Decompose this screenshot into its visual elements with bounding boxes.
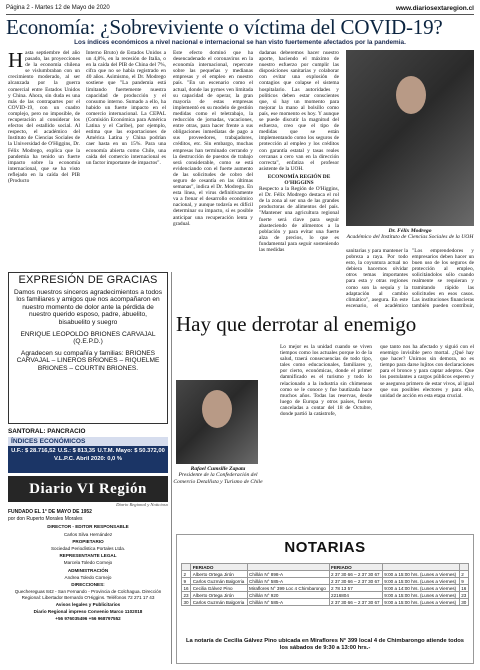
table-header [247, 564, 329, 571]
table-cell: Miraflores N° 399 Loc 4 Chimbarongo [247, 585, 329, 592]
face-shape [202, 390, 232, 428]
article-column-6 [412, 248, 474, 308]
rep-label: REPRESENTANTE LEGAL [59, 553, 117, 559]
table-row [182, 599, 469, 606]
article-column-1 [8, 50, 80, 268]
table-cell: Chillán N° 585-A [247, 599, 329, 606]
table-cell: 23 [182, 592, 191, 599]
address-label: DIRECCIONES: [71, 581, 105, 587]
caption-role: Presidente de la Confederación del Comercio Detallista y Turismo de Chile [173, 472, 263, 485]
table-cell: 2 [182, 571, 191, 578]
utm-value: U.T.M. Mayo: $ 50.372,00 [97, 448, 165, 454]
ads-label: Avisos legales y Publicitarios [55, 601, 121, 607]
table-cell: 30 [459, 599, 468, 606]
admin-name: Andrea Toledo Cornejo [64, 574, 112, 580]
table-cell: 9:00 a 14:00 hrs. (Lunes a Viernes) [382, 585, 459, 592]
page-header [6, 3, 474, 13]
logo-text: Diario VI Región [29, 480, 147, 497]
table-cell: 16 [459, 585, 468, 592]
photo-caption [346, 228, 474, 241]
notarias-box [176, 534, 474, 664]
deceased-name: ENRIQUE LEOPOLDO BRIONES CARVAJAL (Q.E.P.D.) [20, 330, 156, 346]
table-header [459, 564, 468, 571]
article-subhead: ECONOMÍA REGIÓN DE O'HIGGINS [267, 173, 331, 186]
table-cell: 30 [182, 599, 191, 606]
caption-role: Académico del Instituto de Ciencias Sociales de la UOH [346, 234, 474, 241]
owner-label: PROPIETARIO [72, 538, 104, 544]
table-cell: 16 [182, 585, 191, 592]
table-cell: 2 [459, 571, 468, 578]
condolence-families: Agradecen su compañía y familias: BRIONES CARVAJAL – LINEROS BRIONES – RIQUELME BRIONES – COURTIN BRIONES. [16, 349, 160, 372]
table-cell: Chillán N° 585-A [247, 578, 329, 585]
table-cell: 9 [182, 578, 191, 585]
author-photo [346, 50, 474, 226]
owner-name: Sociedad Periodística Portales Ltda. [50, 545, 126, 551]
indices-header: ÍNDICES ECONÓMICOS [8, 437, 168, 446]
article-text: dadanas deberemos hacer nuestro aporte, haciendo el máximo de nuestro esfuerzo por cumplir las disposiciones sanitarias y colaborar con evitar una explosión de contagios que colapse el sistema hospitalario. Las autoridades y políticos deben estar conscientes que, si hay un momento para mejorar la mano al bolsillo como país, ese momento es hoy. Y aunque se puede discutir la magnitud del esfuerzo, creo que el tipo de medidas que se están implementando como los seguros de protección al empleo y los créditos con garantía estatal y tasas reales cercanas a cero van en la dirección correcta", enfatiza el profesor asistente de la UOH. [259, 50, 339, 172]
table-cell: Alberto Ortega Jirón [191, 592, 247, 599]
article-title: Economía: ¿Sobreviviente o víctima del COVID-19? [6, 16, 443, 38]
table-cell: Carlos Guzmán Balgorria [191, 578, 247, 585]
article-text: Lo mejor es la unidad cuando se viven tiempos como los actuales porque lo de la salud, traerá consecuencias de todo tipo, tales como educacionales, familiares y, por cierto, económicas, donde el primer damnificado es el turismo y todo lo relacionado a la industria sin chimeneas como se le conoce y fue bautizada hace muchos años. Todas las reservas, desde luego de Europa y otros países, fueron canceladas a contar del 18 de Octubre, donde partió la catástrofe, [280, 344, 372, 418]
page-date: Página 2 - Martes 12 de Mayo de 2020 [6, 5, 110, 11]
article-text: que tanto nos ha afectado y siguió con el enemigo invisible pero mortal. ¿Qué hay que hacer? Unirnos sin demora, no es tiempo para darse lujitos con declaraciones para el bronce y para captar adeptos. Que los postulantes a cargos públicos esperen y se asegurea primero de estar vivos, al igual que sus posibles electores y para ello, unidad de acción en esta etapa crucial. [380, 344, 474, 399]
admin-label: ADMINISTRACIÓN [67, 567, 109, 573]
opinion-photo [176, 380, 258, 464]
notarias-title: NOTARIAS [284, 539, 366, 556]
table-cell: 2 37 30 66 – 2 37 30 67 [329, 599, 382, 606]
condolence-title: EXPRESIÓN DE GRACIAS [18, 274, 158, 286]
phone-numbers: +56 976035496 +56 968797552 [55, 616, 121, 622]
registration-line: Diario Regional impreso Convenio Marco 1102018 [33, 609, 143, 615]
director-label: DIRECTOR - EDITOR RESPONSABLE [47, 524, 129, 530]
opinion-column-1 [280, 344, 372, 502]
table-header: FERIADO [191, 564, 247, 571]
table-cell: 2216804 [329, 592, 382, 599]
article-text: "Los emprendedores y empresarios deben hacer un buen uso de los seguros de protección al empleo, solicitándolos sólo cuando realmente se requieran y tramitando rápido las solicitudes en esos casos. Las instituciones financieras también pueden contribuir, [412, 248, 474, 308]
article-column-5 [346, 248, 408, 308]
table-cell: Carlos Guzmán Balgorria [191, 599, 247, 606]
article-text: Respecto a la Región de O'Higgins, el Dr. Félix Modrego destaca el rol de la zona al ser una de las grandes productoras de alimentos del país. "Mantener una agricultura regional fuerte será clave para seguir abasteciendo de alimentos a la población y para evitar una fuerte alza de precios, lo que es fundamental para seguir sosteniendo las medidas [259, 186, 339, 253]
opinion-column-2 [380, 344, 474, 502]
opinion-title: Hay que derrotar al enemigo [176, 312, 417, 336]
santoral-label: SANTORAL: PANCRACIO [8, 428, 86, 435]
table-cell: Cecilia Gálvez Pino [191, 585, 247, 592]
logo-tagline: Diario Regional y Noticioso [116, 502, 168, 507]
table-cell: Chillán N° 898-A [247, 571, 329, 578]
caption-name: Dr. Félix Modrego [388, 228, 432, 234]
usd-value: U.S.: $ 813,35 [57, 448, 96, 454]
director-name: Carlos Silva Hernández [63, 531, 113, 537]
colophon [8, 510, 168, 623]
table-cell: 9 [459, 578, 468, 585]
table-cell: Chillán N° 920 [247, 592, 329, 599]
table-header: FERIADO [329, 564, 382, 571]
table-row [182, 592, 469, 599]
condolence-notice [8, 272, 168, 424]
article-column-4 [259, 50, 339, 306]
table-cell: 9:00 a 15:00 hrs. (Lunes a Viernes) [382, 578, 459, 585]
table-cell: 23 [459, 592, 468, 599]
drop-cap: H [8, 50, 24, 72]
table-row [182, 585, 469, 592]
notarias-footer: La notaría de Cecilia Gálvez Pino ubicada en Miraflores N° 399 local 4 de Chimbarongo atiende todos los sábados de 9:30 a 13:00 hrs.- [185, 638, 465, 651]
article-subtitle: Los índices económicos a nivel nacional e internacional se han visto fuertemente afectados por la pandemia. [74, 39, 406, 46]
opinion-photo-caption [170, 466, 266, 485]
article-column-3 [173, 50, 253, 306]
table-cell: 9:00 a 15:00 hrs. (Lunes a Viernes) [382, 599, 459, 606]
table-cell: 2 78 13 57 [329, 585, 382, 592]
founded-line: FUNDADO EL 1° DE MAYO DE 1952 [8, 509, 92, 515]
table-row [182, 578, 469, 585]
newspaper-logo [8, 476, 168, 502]
table-cell: 9:00 a 15:00 hrs. (Lunes a Viernes) [382, 571, 459, 578]
header-rule [6, 14, 474, 15]
site-url[interactable]: www.diariosextaregion.cl [395, 4, 474, 12]
table-cell: 2 37 30 66 – 2 37 30 67 [329, 571, 382, 578]
article-text: Interno Bruto) de Estados Unidos a un 4,8%, en la recesión de Italia, o en la caída del PIB de China del 7%, cifra que no se había registrado en 40 años. Asimismo, el Dr. Modrego sostiene que "La pandemia está limitando fuertemente nuestra capacidad de producción y el consumo interno. Sumado a ello, ha habido un fuerte impacto en el comercio internacional. La CEPAL (Comisión Económica para América Latina y el Caribe), por ejemplo, estima que las exportaciones de América Latina y China podrían caer hasta en un 15%. Para una economía abierta como Chile, una caída del comercio internacional es un factor importante de impactos". [86, 50, 166, 166]
economic-indices [8, 437, 168, 473]
table-header [382, 564, 459, 571]
founder-line: por don Ruperto Morales Morales [8, 516, 83, 523]
vlpc-value: V.L.P.C. Abril 2020: 0,0 % [53, 456, 123, 462]
uf-value: U.F.: $ 28.716,52 [11, 448, 56, 454]
face-shape [396, 76, 426, 114]
notarias-table [181, 563, 469, 606]
article-text: Este efecto dominó que ha desencadenado el coronavirus en la economía internacional, repercute sobre las pequeñas y medianas empresas y el empleo en nuestro país. "En un escenario como el actual, donde las pymes ven limitada su capacidad de operar, la gran mayoría de estas empresas implementó en su modelo de gestión medidas como el teletrabajo, la reducción de jornadas, vacaciones, entre otras, para hacer frente a sus obligaciones inmediatas de pago a sus proveedores, trabajadores, créditos, etc. Sin embargo, muchas empresas han terminado cerrando y la destrucción de puestos de trabajo será considerable, como se está evidenciando con el fuerte aumento de las solicitudes de cobro del seguro de cesantía en las últimas semanas", indica el Dr. Modrego. En esta línea, el virus definitivamente va a frenar el desarrollo económico nacional, y aunque todavía es difícil determinar su impacto, sí es posible anticipar una recuperación lenta y gradual. [173, 50, 253, 227]
article-column-2 [86, 50, 166, 268]
article-text: sanitarias y para mantener la pobreza a raya. Por todo esto, la coyuntura actual no debiera hacernos olvidar otros temas importantes para esta y otras regiones como son la sequía y la adaptación al cambio climático", asegura. En este escenario, el académico [346, 248, 408, 308]
address-text: Quechereguas 842 - San Fernando - Provincia de Colchagua. Dirección Regional: Libertador Bernardo O'Higgins. Teléfonos 72 271 17 43 [14, 589, 162, 600]
table-header [182, 564, 191, 571]
table-cell: Alberto Ortega Jirón [191, 571, 247, 578]
caption-name: Rafael Cumsille Zapata [190, 466, 246, 472]
table-header-row [182, 564, 469, 571]
table-row [182, 571, 469, 578]
table-cell: 2 37 30 66 – 2 37 30 67 [329, 578, 382, 585]
condolence-text: Damos nuestros sinceros agradecimientos a todos los familiares y amigos que nos acompañaron en nuestro momento de dolor ante la pérdida de nuestro querido esposo, padre, abuelito, bisabuelito y suegro [13, 288, 163, 326]
table-cell: 9:00 a 15:00 hrs. (Lunes a Viernes) [382, 592, 459, 599]
article-text: asta septiembre del año pasado, las proyecciones de la economía chilena se vislumbraban con un crecimiento moderado, al ser alcanzada por la guerra comercial entre Estados Unidos y China. Ahora, sin duda es una más de las contrapartes por el COVID-19, con un cuadro complejo, pero no imposible, de recuperación al considerar los efectos del estallido social. Al respecto, el académico del Instituto de Ciencias Sociales de la Universidad de O'Higgins, Dr. Félix Modrego, explica que la pandemia ha tenido un fuerte impacto sobre la economía internacional, que se ha visto reflejado en la caída del PIB (Producto [8, 50, 80, 184]
column-divider [171, 272, 172, 664]
rep-name: Marcela Toledo Cornejo [63, 560, 113, 566]
